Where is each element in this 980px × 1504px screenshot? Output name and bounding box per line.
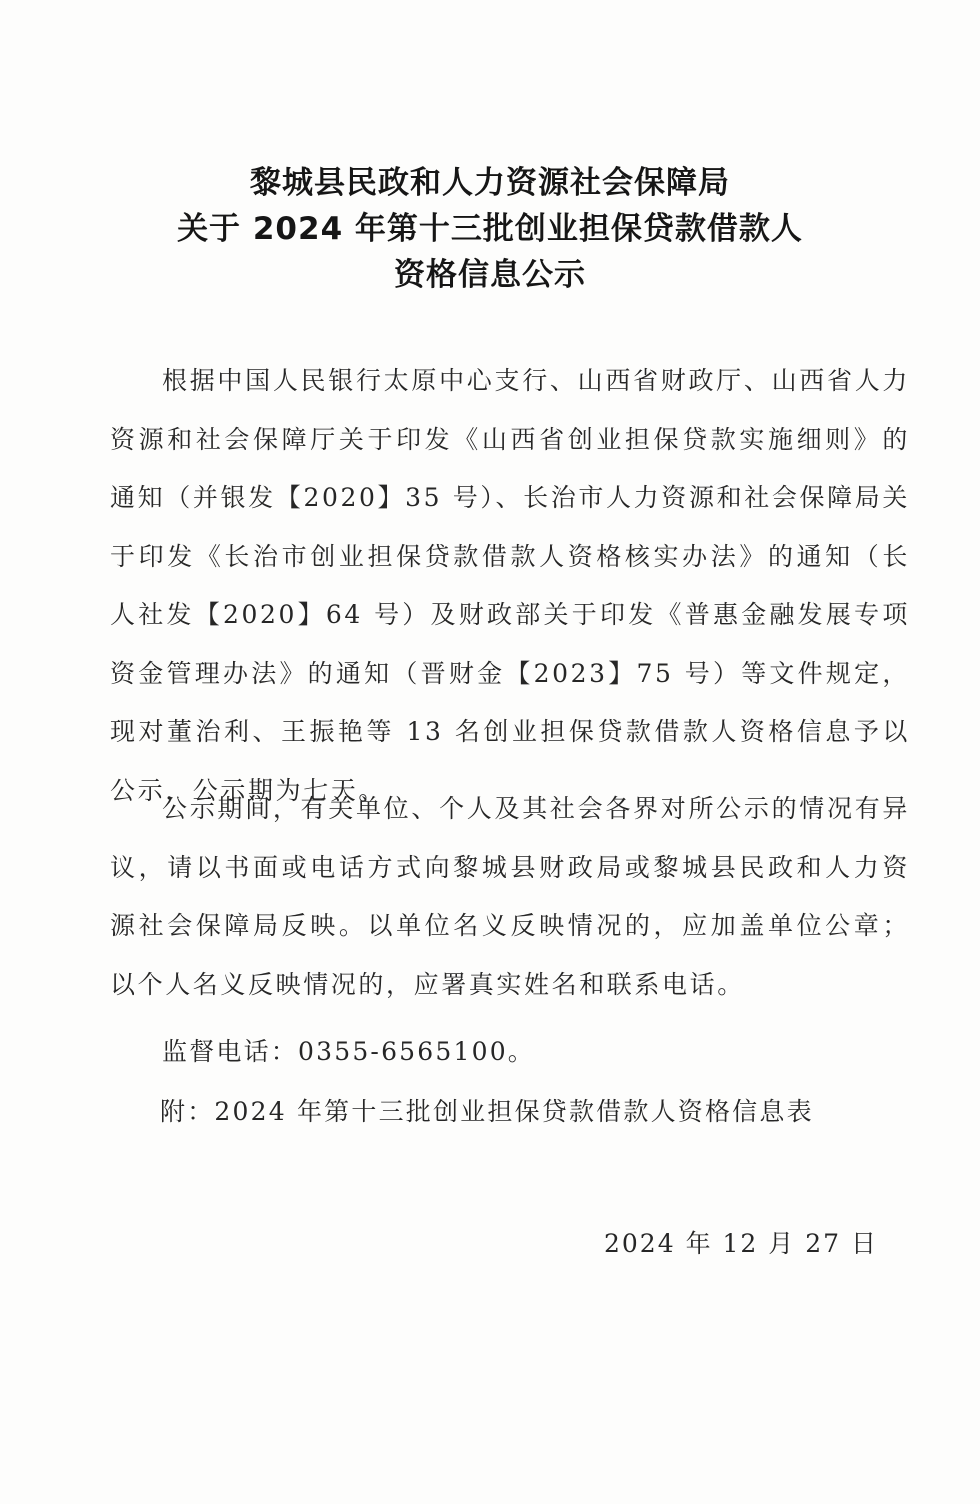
attachment-note: 附：2024 年第十三批创业担保贷款借款人资格信息表 [160, 1097, 814, 1126]
issue-date: 2024 年 12 月 27 日 [604, 1229, 878, 1258]
supervision-hotline: 监督电话：0355-6565100。 [162, 1037, 536, 1066]
body-paragraph-objection: 公示期间，有关单位、个人及其社会各界对所公示的情况有异议，请以书面或电话方式向黎城县财政局或黎城县民政和人力资源社会保障局反映。以单位名义反映情况的，应加盖单位公章；以个人名义反映情况的，应署真实姓名和联系电话。 [110, 794, 910, 999]
title-line-3: 资格信息公示 [394, 257, 586, 293]
document-title [0, 160, 980, 298]
title-line-2: 关于 2024 年第十三批创业担保贷款借款人 [177, 211, 803, 247]
body-paragraph-basis: 根据中国人民银行太原中心支行、山西省财政厅、山西省人力资源和社会保障厅关于印发《山西省创业担保贷款实施细则》的通知（并银发【2020】35 号）、长治市人力资源和社会保障局关于印发《长治市创业担保贷款借款人资格核实办法》的通知（长人社发【2020】64 号）及财政部关于印发《普惠金融发展专项资金管理办法》的通知（晋财金【2023】75 号）等文件规定，现对董治利、王振艳等 13 名创业担保贷款借款人资格信息予以公示，公示期为七天。 [110, 366, 910, 805]
title-line-1: 黎城县民政和人力资源社会保障局 [250, 165, 730, 201]
